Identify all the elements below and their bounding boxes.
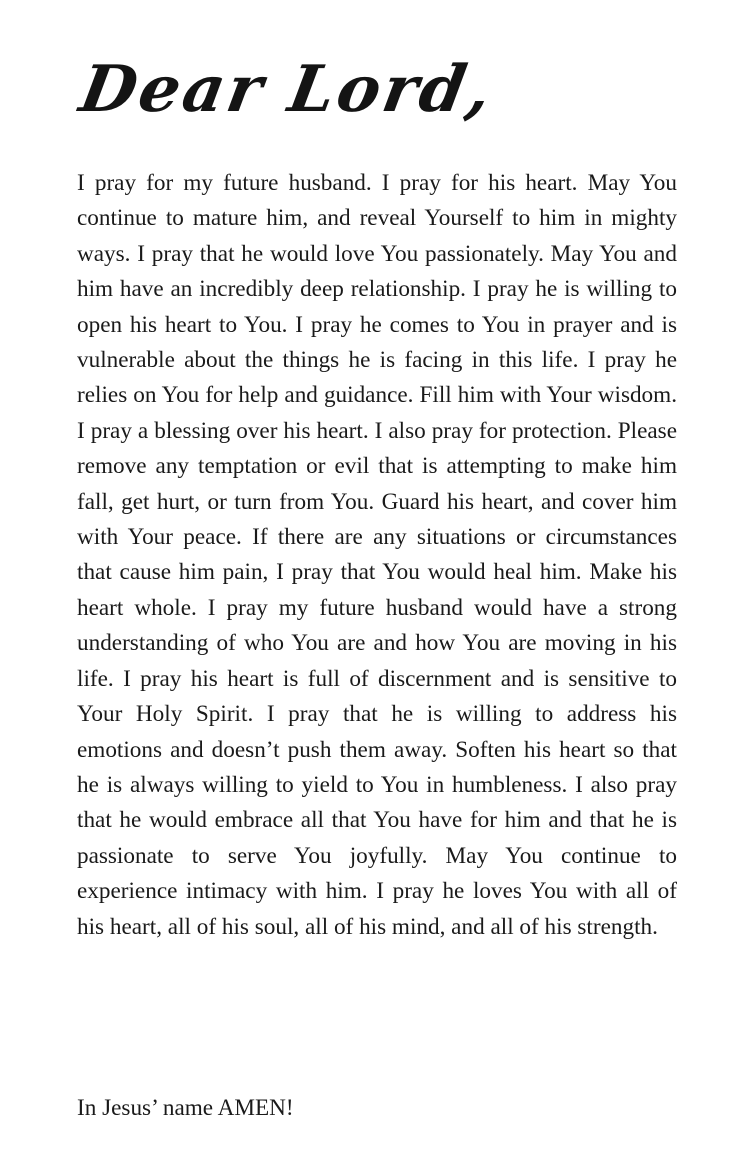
prayer-body: I pray for my future husband. I pray for his heart. May You continue to mature him, and reveal Yourself to him in mighty ways. I pray that he would love You passionately. May You and him have an incredibly deep relationship. I pray he is willing to open his heart to You. I pray he comes to You in prayer and is vulnerable about the things he is facing in this life. I pray he relies on You for help and guidance. Fill him with Your wisdom. I pray a blessing over his heart. I also pray for protection. Please remove any temptation or evil that is attempting to make him fall, get hurt, or turn from You. Guard his heart, and cover him with Your peace. If there are any situations or circumstances that cause him pain, I pray that You would heal him. Make his heart whole. I pray my future husband would have a strong understanding of who You are and how You are moving in his life. I pray his heart is full of discernment and is sensitive to Your Holy Spirit. I pray that he is willing to address his emotions and doesn’t push them away. Soften his heart so that he is always willing to yield to You in humbleness. I also pray that he would embrace all that You have for him and that he is passionate to serve You joyfully. May You continue to experience intimacy with him. I pray he loves You with all of his heart, all of his soul, all of his mind, and all of his strength. — [77, 170, 677, 940]
prayer-closing: In Jesus’ name AMEN! — [77, 1095, 294, 1121]
page-title: Dear Lord, — [74, 52, 500, 127]
